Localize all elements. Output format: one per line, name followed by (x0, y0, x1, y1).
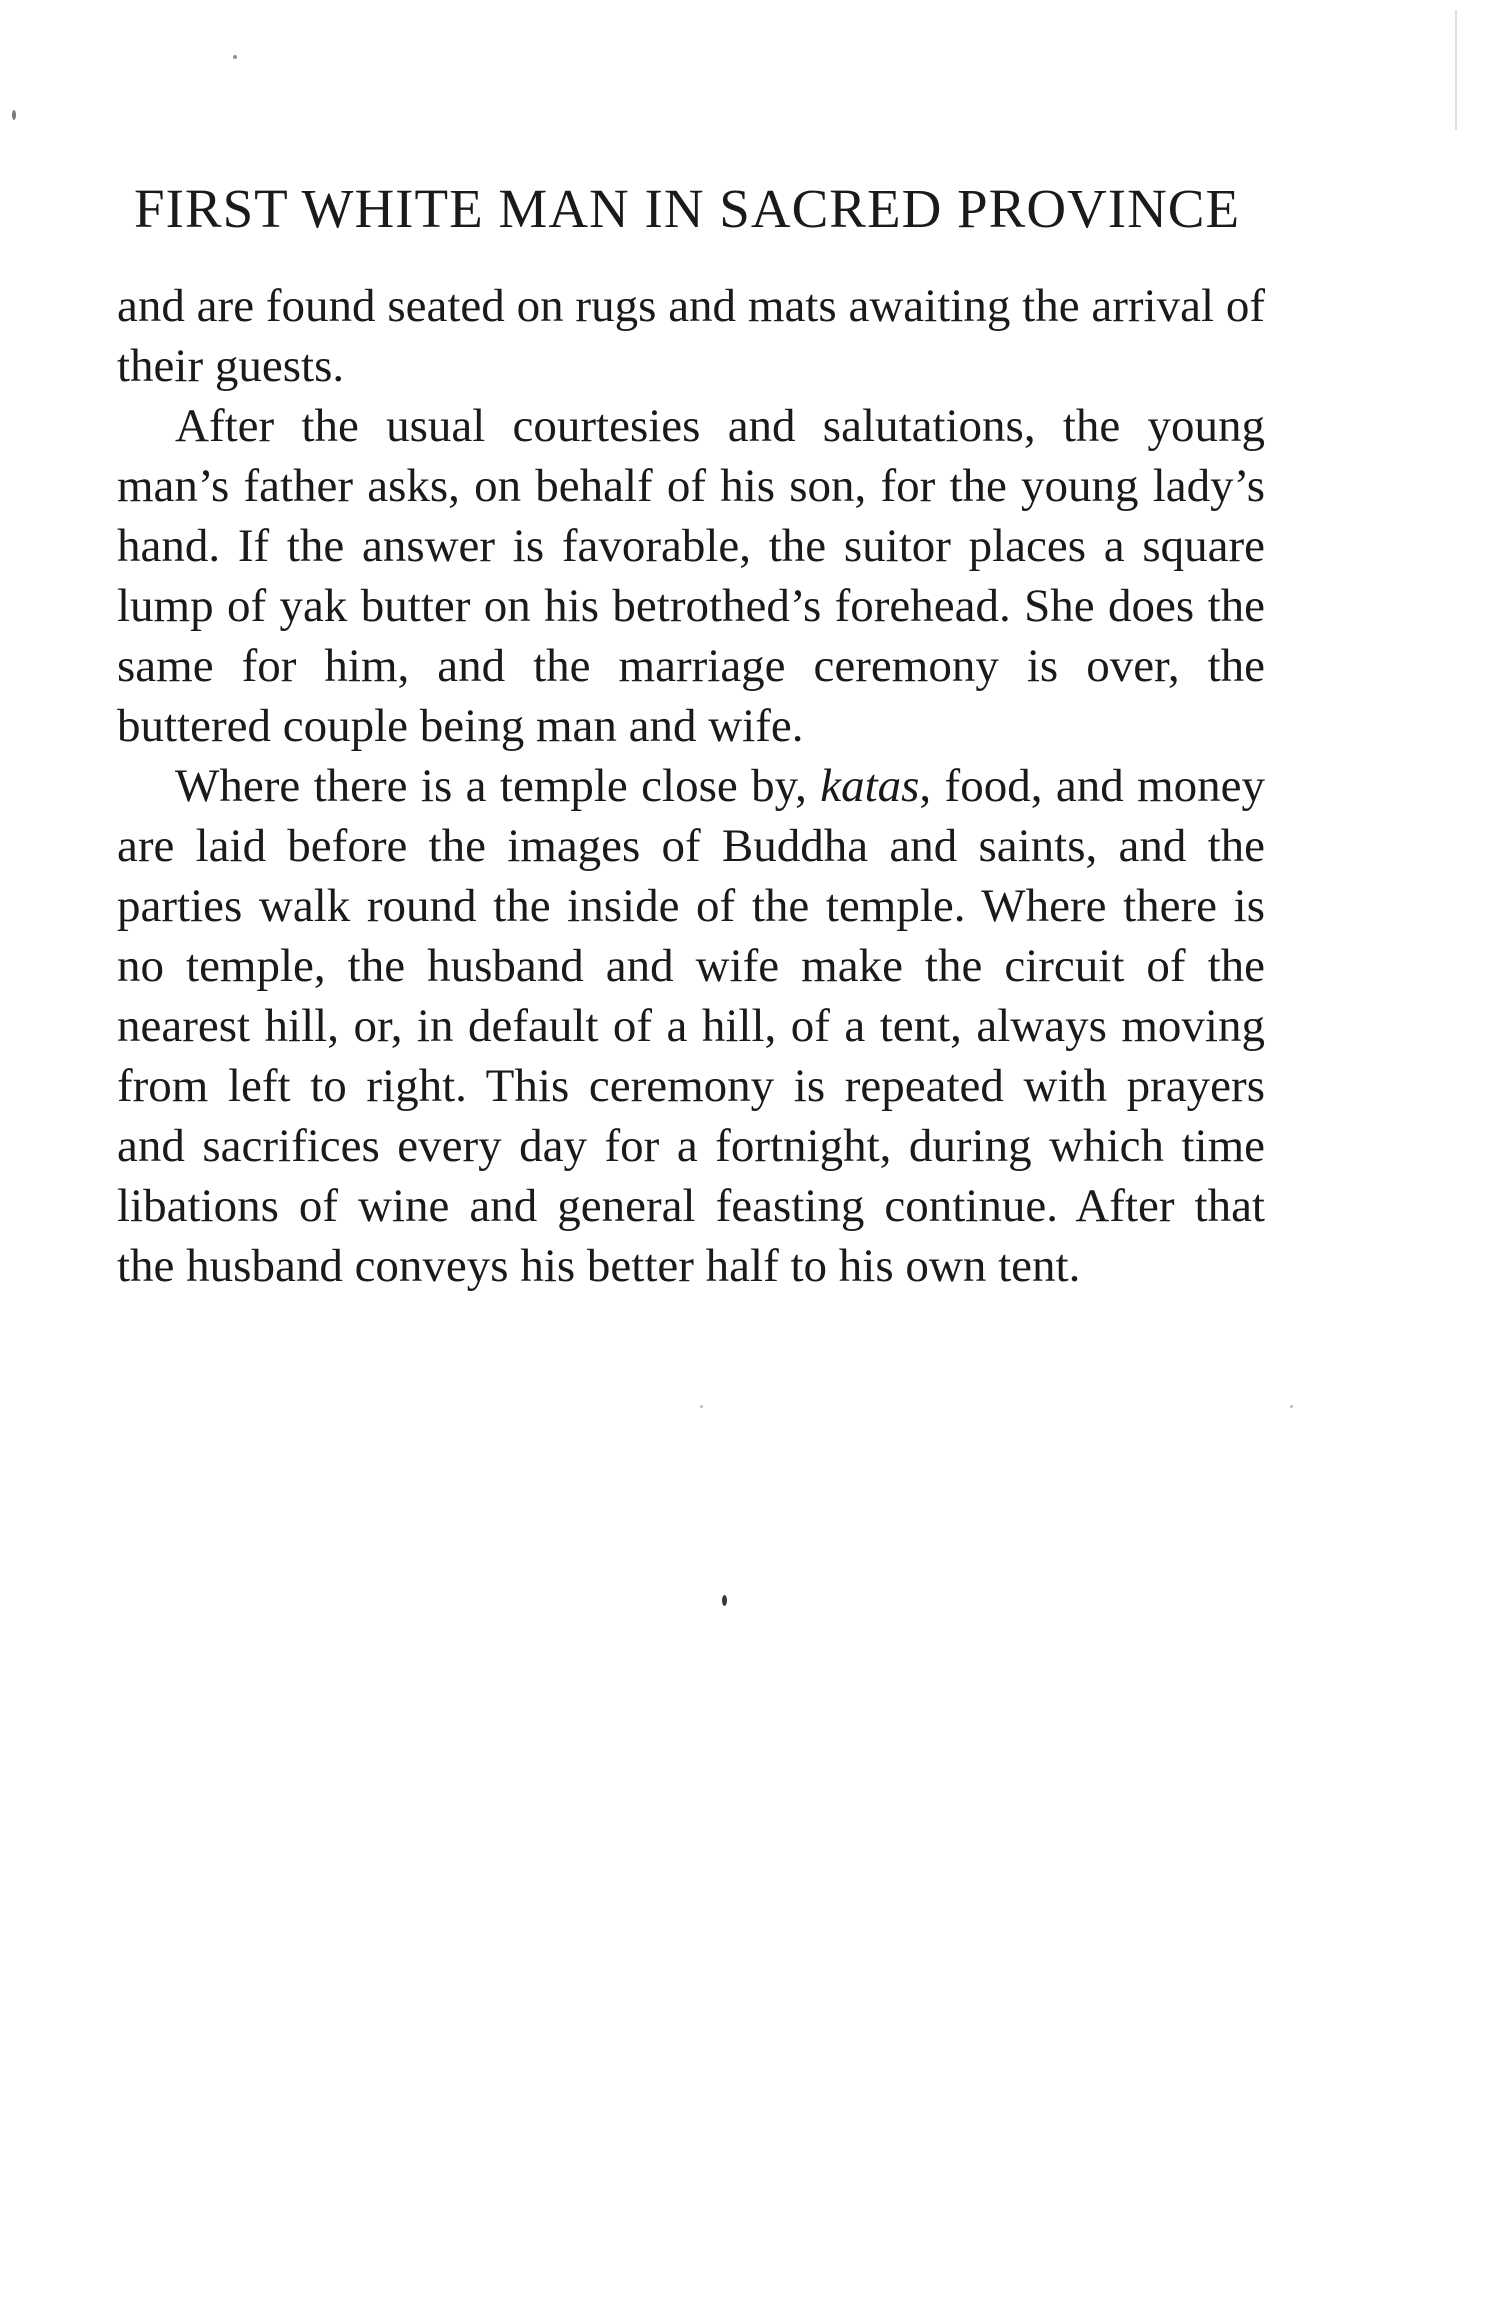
paragraph-marriage-proposal: After the usual courtesies and salutations, the young man’s father asks, on behalf of his son, for the young lady’s hand. If the answer is favorable, the suitor places a square lump of yak butter on his betrothed’s forehead. She does the same for him, and the marriage ceremony is over, the buttered couple being man and wife. (117, 400, 1265, 752)
running-head: FIRST WHITE MAN IN SACRED PROVINCE (134, 178, 1241, 239)
katas-italic: katas (820, 760, 920, 812)
paragraph-continuation: and are found seated on rugs and mats awaiting the arrival of their guests. (117, 280, 1265, 392)
body-text (117, 276, 1265, 1296)
print-speck (722, 1595, 727, 1606)
print-speck (233, 55, 237, 59)
paragraph-temple-ceremony (117, 756, 1265, 1296)
paragraph-temple-ceremony-end: , food, and money are laid before the images of Buddha and saints, and the parties walk round the inside of the temple. Where there is no temple, the husband and wife make the circuit of the nearest hill, or, in default of a hill, of a tent, always moving from left to right. This ceremony is repeated with prayers and sacrifices every day for a fortnight, during which time libations of wine and general feasting continue. After that the husband conveys his better half to his own tent. (117, 760, 1265, 1292)
print-speck (12, 110, 16, 120)
paragraph-temple-ceremony-start: Where there is a temple close by, (175, 760, 821, 812)
print-speck (700, 1405, 703, 1408)
print-speck (1290, 1405, 1293, 1408)
print-speck (1455, 10, 1457, 130)
